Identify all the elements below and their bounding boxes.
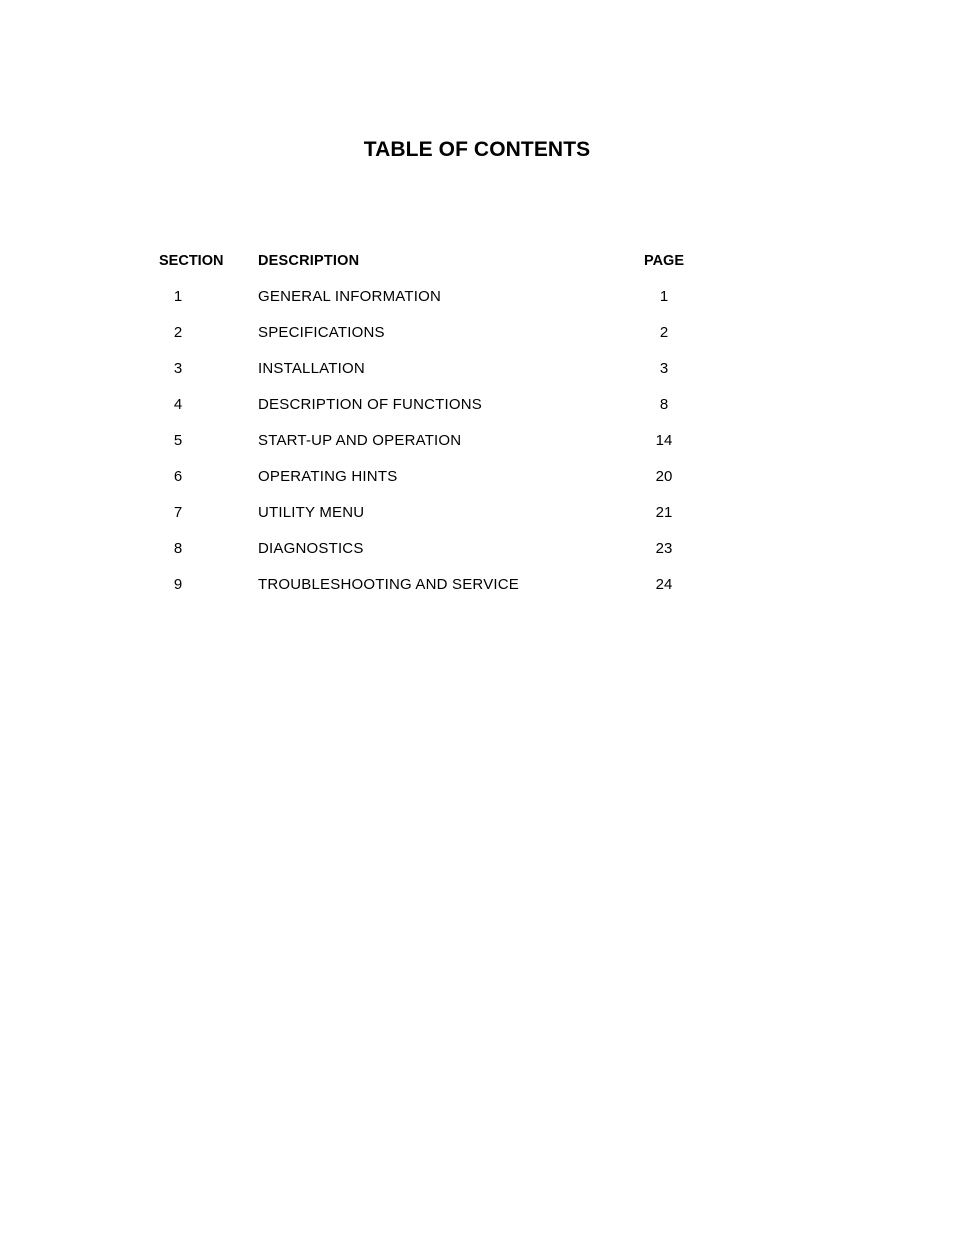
toc-page-number: 20 <box>655 468 673 485</box>
toc-section-number: 5 <box>173 432 183 449</box>
toc-page-number: 21 <box>655 504 673 521</box>
toc-page-number: 14 <box>655 432 673 449</box>
toc-row[interactable] <box>0 463 954 499</box>
toc-row[interactable] <box>0 499 954 535</box>
toc-row[interactable] <box>0 355 954 391</box>
toc-row[interactable] <box>0 319 954 355</box>
toc-description: DESCRIPTION OF FUNCTIONS <box>258 396 482 413</box>
toc-page-number: 23 <box>655 540 673 557</box>
page-title: TABLE OF CONTENTS <box>363 138 591 161</box>
header-page: PAGE <box>643 253 685 269</box>
toc-section-number: 6 <box>173 468 183 485</box>
toc-section-number: 7 <box>173 504 183 521</box>
table-of-contents <box>0 247 954 607</box>
toc-section-number: 1 <box>173 288 183 305</box>
toc-section-number: 2 <box>173 324 183 341</box>
toc-section-number: 3 <box>173 360 183 377</box>
header-section: SECTION <box>159 253 224 269</box>
toc-page-number: 2 <box>659 324 669 341</box>
toc-section-number: 4 <box>173 396 183 413</box>
toc-section-number: 9 <box>173 576 183 593</box>
toc-row[interactable] <box>0 427 954 463</box>
toc-row[interactable] <box>0 283 954 319</box>
header-description: DESCRIPTION <box>258 253 360 269</box>
toc-description: UTILITY MENU <box>258 504 365 521</box>
toc-page-number: 1 <box>659 288 669 305</box>
toc-page-number: 3 <box>659 360 669 377</box>
toc-description: INSTALLATION <box>258 360 365 377</box>
toc-page-number: 8 <box>659 396 669 413</box>
toc-description: DIAGNOSTICS <box>258 540 364 557</box>
toc-page-number: 24 <box>655 576 673 593</box>
toc-section-number: 8 <box>173 540 183 557</box>
toc-header-row <box>0 247 954 283</box>
toc-row[interactable] <box>0 571 954 607</box>
toc-description: GENERAL INFORMATION <box>258 288 441 305</box>
toc-row[interactable] <box>0 535 954 571</box>
toc-description: START-UP AND OPERATION <box>258 432 462 449</box>
toc-description: TROUBLESHOOTING AND SERVICE <box>258 576 520 593</box>
toc-description: SPECIFICATIONS <box>258 324 385 341</box>
toc-row[interactable] <box>0 391 954 427</box>
toc-description: OPERATING HINTS <box>258 468 398 485</box>
